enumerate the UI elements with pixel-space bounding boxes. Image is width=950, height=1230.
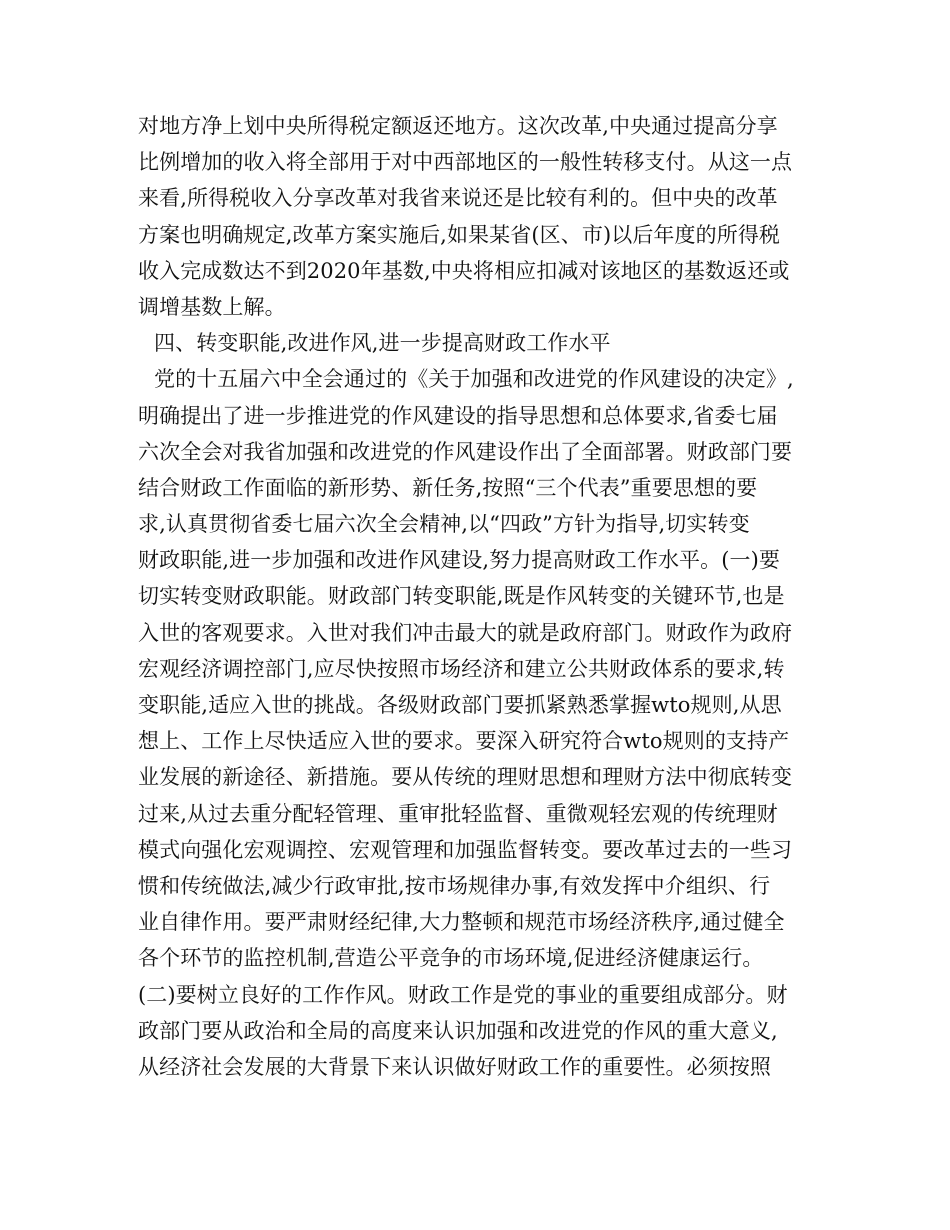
text-line: 从经济社会发展的大背景下来认识做好财政工作的重要性。必须按照: [138, 1054, 771, 1079]
text-line: 政部门要从政治和全局的高度来认识加强和改进党的作风的重大意义,: [138, 1018, 778, 1043]
text-line: 入世的客观要求。入世对我们冲击最大的就是政府部门。财政作为政府: [138, 620, 793, 645]
text-line: 对地方净上划中央所得税定额返还地方。这次改革,中央通过提高分享: [138, 114, 778, 138]
text-line: 六次全会对我省加强和改进党的作风建设作出了全面部署。财政部门要: [138, 439, 793, 464]
text-line: 过来,从过去重分配轻管理、重审批轻监督、重微观轻宏观的传统理财: [138, 801, 778, 826]
text-line: 比例增加的收入将全部用于对中西部地区的一般性转移支付。从这一点: [138, 150, 793, 175]
text-line: 收入完成数达不到2020年基数,中央将相应扣减对该地区的基数返还或: [138, 258, 790, 283]
text-line: 方案也明确规定,改革方案实施后,如果某省(区、市)以后年度的所得税: [138, 222, 781, 247]
paragraph-start-line: 四、转变职能,改进作风,进一步提高财政工作水平: [154, 331, 611, 356]
text-line: 想上、工作上尽快适应入世的要求。要深入研究符合wto规则的支持产: [138, 729, 790, 754]
text-line: 业发展的新途径、新措施。要从传统的理财思想和理财方法中彻底转变: [138, 765, 793, 790]
text-line: 模式向强化宏观调控、宏观管理和加强监督转变。要改革过去的一些习: [138, 837, 793, 862]
text-line: 明确提出了进一步推进党的作风建设的指导思想和总体要求,省委七届: [138, 403, 778, 428]
text-line: 结合财政工作面临的新形势、新任务,按照“三个代表”重要思想的要: [138, 475, 758, 500]
text-line: 求,认真贯彻省委七届六次全会精神,以“四政”方针为指导,切实转变: [138, 512, 750, 537]
text-line: 惯和传统做法,减少行政审批,按市场规律办事,有效发挥中介组织、行: [138, 873, 771, 898]
document-body-text: [138, 108, 818, 1085]
text-line: 调增基数上解。: [138, 294, 286, 319]
text-line: (二)要树立良好的工作作风。财政工作是党的事业的重要组成部分。财: [138, 982, 788, 1007]
text-line: 变职能,适应入世的挑战。各级财政部门要抓紧熟悉掌握wto规则,从思: [138, 693, 782, 717]
paragraph-start-line: 党的十五届六中全会通过的《关于加强和改进党的作风建设的决定》,: [154, 367, 794, 392]
text-line: 各个环节的监控机制,营造公平竞争的市场环境,促进经济健康运行。: [138, 946, 764, 971]
text-line: 业自律作用。要严肃财经纪律,大力整顿和规范市场经济秩序,通过健全: [138, 910, 785, 935]
text-line: 财政职能,进一步加强和改进作风建设,努力提高财政工作水平。(一)要: [138, 548, 781, 573]
text-line: 来看,所得税收入分享改革对我省来说还是比较有利的。但中央的改革: [138, 186, 778, 211]
text-line: 宏观经济调控部门,应尽快按照市场经济和建立公共财政体系的要求,转: [138, 656, 785, 681]
text-line: 切实转变财政职能。财政部门转变职能,既是作风转变的关键环节,也是: [138, 584, 785, 609]
